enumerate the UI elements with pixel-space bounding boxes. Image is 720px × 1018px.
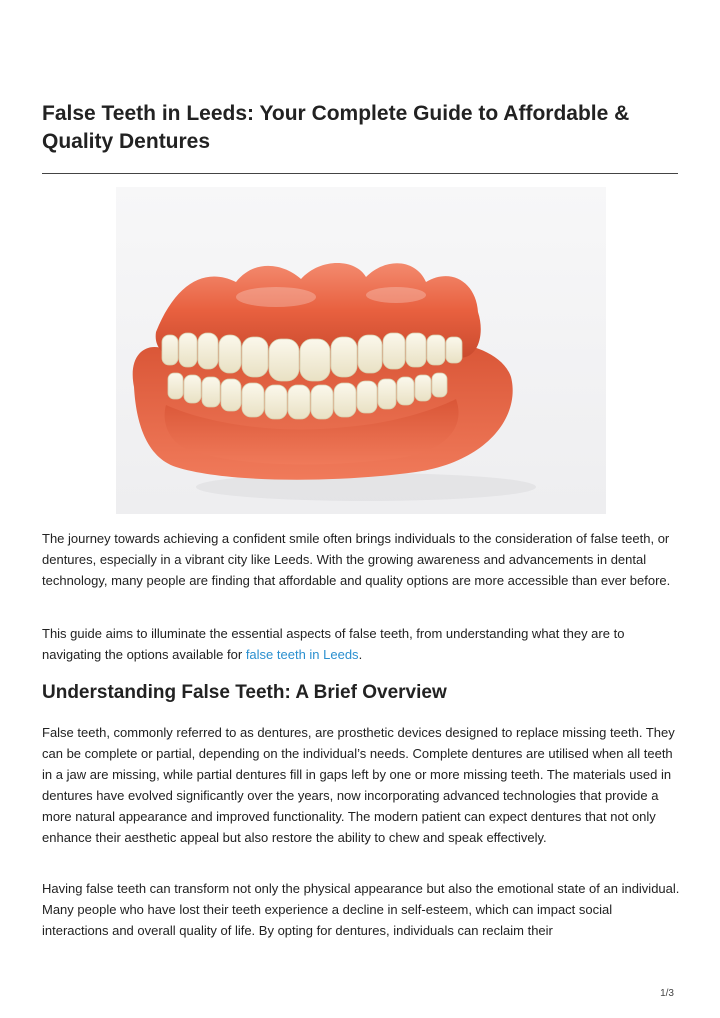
page-number: 1/3 [660,988,674,999]
overview-paragraph: False teeth, commonly referred to as dentures, are prosthetic devices designed to replace missing teeth. They can be complete or partial, depending on the individual’s needs. Complete dentures are utilised when all teeth in a jaw are missing, while partial dentures fill in gaps left by one or more missing teeth. The materials used in dentures have evolved significantly over the years, now incorporating advanced technologies that provide a more natural appearance and improved functionality. The modern patient can expect dentures that not only enhance their aesthetic appeal but also restore the ability to chew and speak effectively. [42,725,675,845]
title-divider [42,173,678,174]
guide-paragraph-end: . [358,647,363,662]
guide-paragraph-text: This guide aims to illuminate the essential aspects of false teeth, from understanding what they are to navigating the options available for [42,626,625,662]
dentures-image [116,187,606,514]
section-heading: Understanding False Teeth: A Brief Overview [42,682,447,703]
benefits-paragraph: Having false teeth can transform not only the physical appearance but also the emotional state of an individual. Many people who have lost their teeth experience a decline in self-esteem, which can impact social interactions and overall quality of life. By opting for dentures, individuals can reclaim their [42,881,680,938]
false-teeth-leeds-link[interactable]: false teeth in Leeds [245,647,359,662]
intro-paragraph: The journey towards achieving a confident smile often brings individuals to the consideration of false teeth, or dentures, especially in a vibrant city like Leeds. With the growing awareness and advancements in dental technology, many people are finding that affordable and quality options are more accessible than ever before. [42,531,671,588]
document-title: False Teeth in Leeds: Your Complete Guide to Affordable & Quality Dentures [42,102,630,153]
guide-paragraph [42,623,682,665]
